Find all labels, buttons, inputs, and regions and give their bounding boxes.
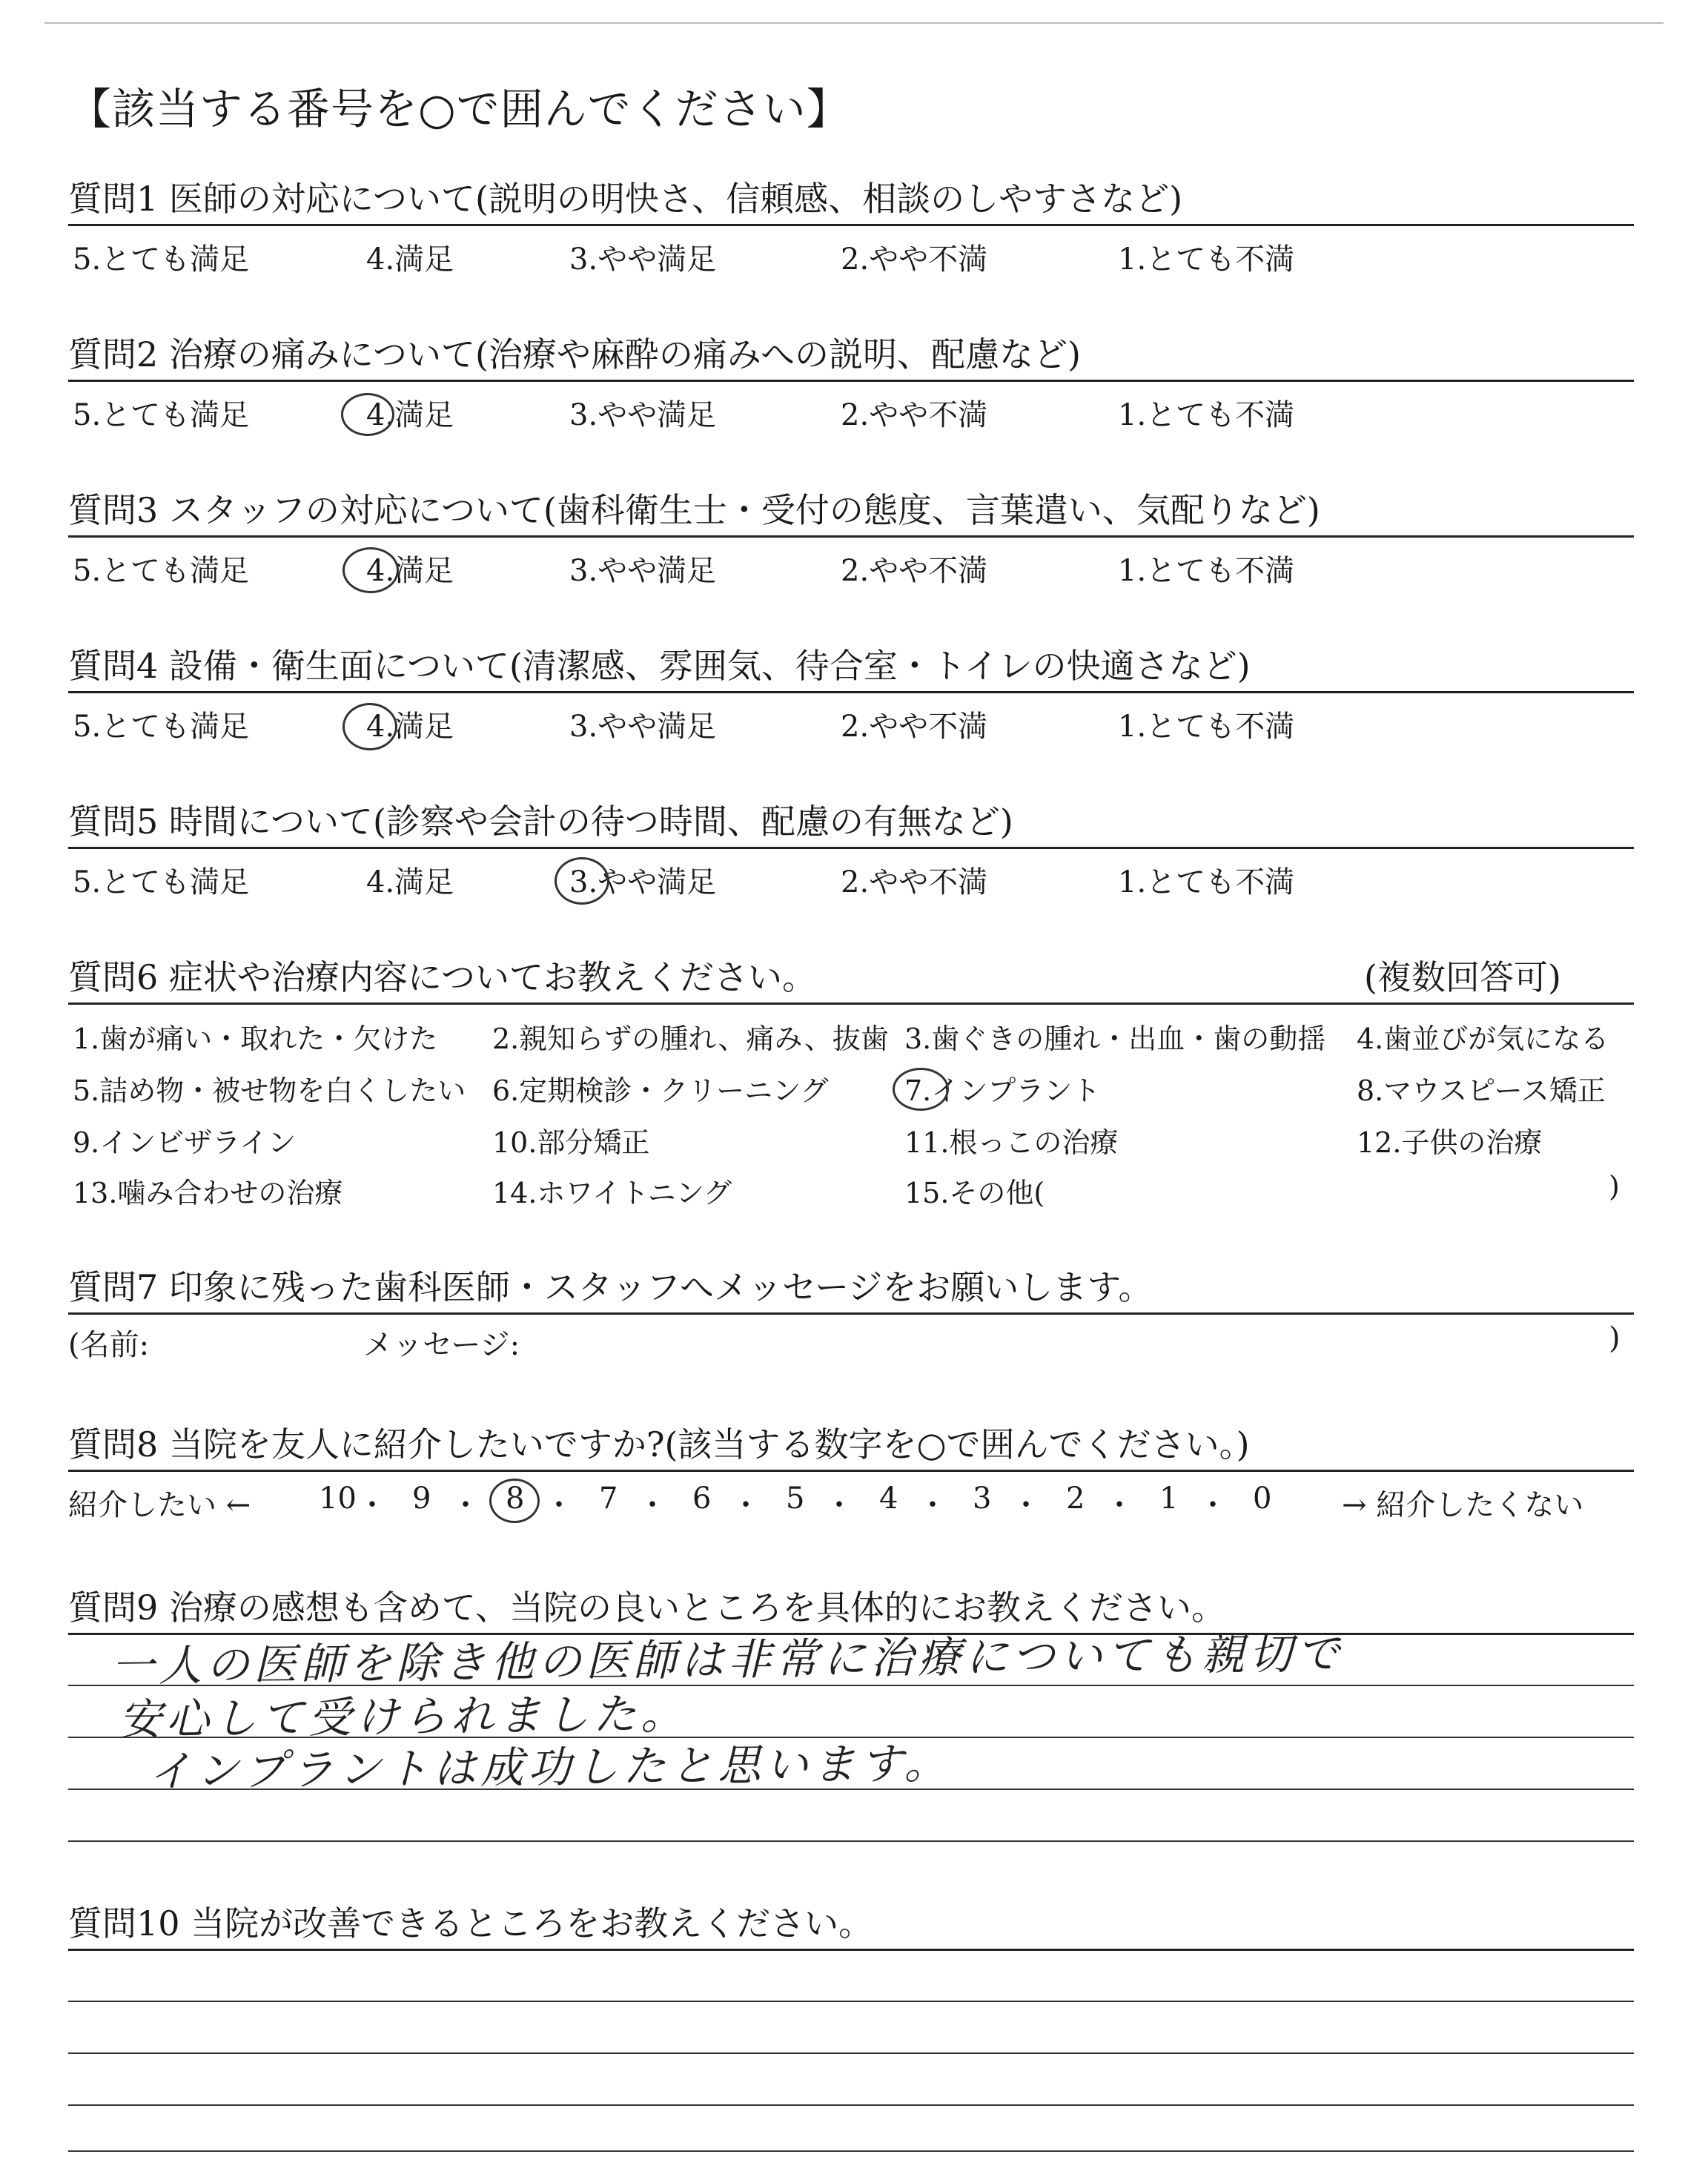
q4-option-4[interactable]: 4.満足 [366, 710, 454, 744]
q10-rule [68, 1949, 1634, 1951]
q6-item-12[interactable]: 12.子供の治療 [1357, 1126, 1543, 1159]
q4-option-2[interactable]: 2.やや不満 [841, 710, 988, 744]
q8-scale [319, 1482, 1357, 1523]
q1-option-3[interactable]: 3.やや満足 [569, 242, 717, 277]
q7-rule [68, 1312, 1634, 1315]
q6-selected-circle [893, 1068, 949, 1111]
q8-scale-separator: ・ [357, 1488, 387, 1522]
q7-title: 質問7 印象に残った歯科医師・スタッフへメッセージをお願いします。 [68, 1267, 1153, 1307]
q8-scale-1[interactable]: 1 [1159, 1482, 1179, 1516]
q8-scale-separator: ・ [824, 1488, 854, 1522]
q10-write-line-2 [68, 2052, 1634, 2054]
q4-option-5[interactable]: 5.とても満足 [73, 710, 250, 744]
q6-item-10[interactable]: 10.部分矯正 [492, 1126, 650, 1159]
q2-rule [68, 380, 1634, 382]
q6-item-2[interactable]: 2.親知らずの腫れ、痛み、抜歯 [492, 1023, 889, 1055]
q5-rule [68, 847, 1634, 849]
q3-option-1[interactable]: 1.とても不満 [1118, 554, 1295, 588]
q6-item-15[interactable]: 15.その他( [904, 1177, 1045, 1209]
q8-scale-separator: ・ [1198, 1488, 1228, 1522]
q8-title: 質問8 当院を友人に紹介したいですか?(該当する数字を○で囲んでください。) [68, 1424, 1250, 1464]
q8-scale-separator: ・ [544, 1488, 574, 1522]
q1-option-4[interactable]: 4.満足 [366, 242, 454, 277]
q3-option-4[interactable]: 4.満足 [366, 554, 454, 588]
q9-write-line-4 [68, 1840, 1634, 1842]
q8-scale-7[interactable]: 7 [599, 1482, 618, 1516]
q6-item-6[interactable]: 6.定期検診・クリーニング [492, 1074, 829, 1107]
q8-scale-2[interactable]: 2 [1066, 1482, 1085, 1516]
q8-scale-6[interactable]: 6 [692, 1482, 712, 1516]
q8-scale-separator: ・ [638, 1488, 667, 1522]
q3-option-5[interactable]: 5.とても満足 [73, 554, 250, 588]
q8-scale-separator: ・ [731, 1488, 761, 1522]
q8-scale-3[interactable]: 3 [973, 1482, 992, 1516]
q9-handwriting-line-3: インプラントは成功したと思います。 [148, 1737, 952, 1797]
q1-option-1[interactable]: 1.とても不満 [1118, 242, 1295, 277]
q9-title: 質問9 治療の感想も含めて、当院の良いところを具体的にお教えください。 [68, 1588, 1225, 1628]
q2-option-3[interactable]: 3.やや満足 [569, 398, 717, 432]
q3-title: 質問3 スタッフの対応について(歯科衛生士・受付の態度、言葉遣い、気配りなど) [68, 490, 1320, 530]
q6-note: (複数回答可) [1364, 957, 1561, 997]
q6-item-5[interactable]: 5.詰め物・被せ物を白くしたい [73, 1074, 466, 1107]
q10-title: 質問10 当院が改善できるところをお教えください。 [68, 1903, 873, 1943]
q3-rule [68, 535, 1634, 538]
q5-selected-circle [555, 857, 609, 905]
q3-option-3[interactable]: 3.やや満足 [569, 554, 717, 588]
q4-selected-circle [342, 703, 397, 750]
q3-option-2[interactable]: 2.やや不満 [841, 554, 988, 588]
q8-scale-0[interactable]: 0 [1253, 1482, 1272, 1516]
q6-item-11[interactable]: 11.根っこの治療 [904, 1126, 1119, 1159]
q9-handwriting-line-1: 一人の医師を除き他の医師は非常に治療についても親切で [110, 1628, 1345, 1691]
q2-option-5[interactable]: 5.とても満足 [73, 398, 250, 432]
q2-option-4[interactable]: 4.満足 [366, 398, 454, 432]
q6-item-9[interactable]: 9.インビザライン [73, 1126, 297, 1159]
q8-scale-separator: ・ [451, 1488, 480, 1522]
q2-option-2[interactable]: 2.やや不満 [841, 398, 988, 432]
q6-item-8[interactable]: 8.マウスピース矯正 [1357, 1074, 1606, 1107]
q10-write-line-1 [68, 2001, 1634, 2002]
q5-option-3[interactable]: 3.やや満足 [569, 865, 717, 899]
q8-scale-9[interactable]: 9 [412, 1482, 431, 1516]
q8-rule [68, 1470, 1634, 1472]
q3-selected-circle [342, 547, 399, 593]
q6-item-4[interactable]: 4.歯並びが気になる [1357, 1023, 1609, 1055]
q6-item-3[interactable]: 3.歯ぐきの腫れ・出血・歯の動揺 [904, 1023, 1326, 1055]
q4-option-1[interactable]: 1.とても不満 [1118, 710, 1295, 744]
q6-item-15-close: ) [1609, 1170, 1620, 1203]
q1-option-2[interactable]: 2.やや不満 [841, 242, 988, 277]
survey-heading: 【該当する番号を○で囲んでください】 [68, 84, 850, 134]
q8-scale-separator: ・ [1011, 1488, 1041, 1522]
q10-write-line-4 [68, 2150, 1634, 2152]
q8-selected-circle [489, 1479, 540, 1523]
q8-scale-separator: ・ [918, 1488, 947, 1522]
top-border [44, 22, 1664, 24]
q2-selected-circle [341, 393, 394, 436]
q6-item-7[interactable]: 7.インプラント [904, 1074, 1101, 1107]
q8-left-label: 紹介したい ← [68, 1488, 251, 1522]
q6-title: 質問6 症状や治療内容についてお教えください。 [68, 957, 816, 997]
q8-scale-8[interactable]: 8 [506, 1482, 525, 1516]
q6-item-14[interactable]: 14.ホワイトニング [492, 1177, 732, 1209]
q5-option-2[interactable]: 2.やや不満 [841, 865, 988, 899]
q5-title: 質問5 時間について(診察や会計の待つ時間、配慮の有無など) [68, 802, 1013, 842]
q4-title: 質問4 設備・衛生面について(清潔感、雰囲気、待合室・トイレの快適さなど) [68, 646, 1251, 686]
q2-option-1[interactable]: 1.とても不満 [1118, 398, 1295, 432]
q1-rule [68, 224, 1634, 226]
q7-message-label: メッセージ: [363, 1328, 520, 1362]
q6-item-13[interactable]: 13.噛み合わせの治療 [73, 1177, 343, 1209]
q5-option-4[interactable]: 4.満足 [366, 865, 454, 899]
q1-title: 質問1 医師の対応について(説明の明快さ、信頼感、相談のしやすさなど) [68, 179, 1183, 219]
q7-name-label: (名前: [68, 1328, 150, 1362]
q5-option-1[interactable]: 1.とても不満 [1118, 865, 1295, 899]
q5-option-5[interactable]: 5.とても満足 [73, 865, 250, 899]
q7-close: ) [1609, 1321, 1621, 1355]
q10-write-line-3 [68, 2104, 1634, 2106]
q4-rule [68, 691, 1634, 693]
q1-option-5[interactable]: 5.とても満足 [73, 242, 250, 277]
q8-scale-4[interactable]: 4 [879, 1482, 898, 1516]
q9-handwriting-line-2: 安心して受けられました。 [118, 1688, 689, 1745]
q2-title: 質問2 治療の痛みについて(治療や麻酔の痛みへの説明、配慮など) [68, 334, 1081, 374]
q4-option-3[interactable]: 3.やや満足 [569, 710, 717, 744]
q6-rule [68, 1003, 1634, 1005]
q8-scale-separator: ・ [1105, 1488, 1134, 1522]
q8-scale-10[interactable]: 10 [319, 1482, 357, 1516]
q6-item-1[interactable]: 1.歯が痛い・取れた・欠けた [73, 1023, 438, 1055]
q8-scale-5[interactable]: 5 [786, 1482, 805, 1516]
q8-right-label: → 紹介したくない [1342, 1488, 1584, 1522]
